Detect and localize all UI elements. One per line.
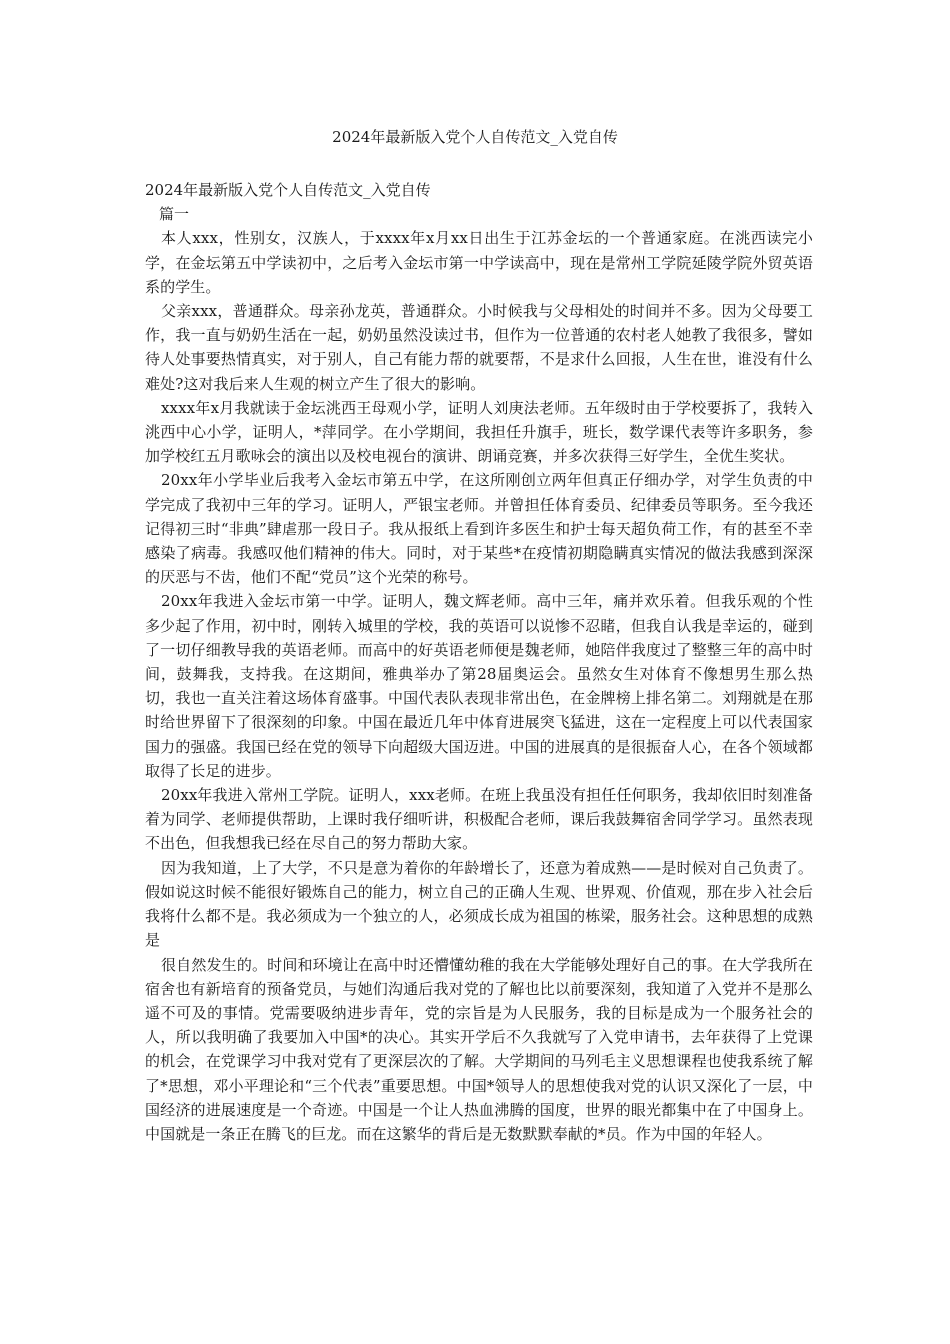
- paragraph: 20xx年小学毕业后我考入金坛市第五中学，在这所刚创立两年但真正仔细办学，对学生负责的中学完成了我初中三年的学习。证明人，严银宝老师。并曾担任体育委员、纪律委员等职务。至今我还记得初三时“非典”肆虐那一段日子。我从报纸上看到许多医生和护士每天超负荷工作，有的甚至不幸感染了病毒。我感叹他们精神的伟大。同时，对于某些*在疫情初期隐瞒真实情况的做法我感到深深的厌恶与不齿，他们不配“党员”这个光荣的称号。: [145, 471, 813, 587]
- document-subtitle: 2024年最新版入党个人自传范文_入党自传: [145, 181, 431, 199]
- page-title: 2024年最新版入党个人自传范文_入党自传: [332, 128, 618, 146]
- paragraph: 很自然发生的。时间和环境让在高中时还懵懂幼稚的我在大学能够处理好自己的事。在大学我所在宿舍也有新培育的预备党员，与她们沟通后我对党的了解也比以前要深刻，我知道了入党并不是那么遥不可及的事情。党需要吸纳进步青年，党的宗旨是为人民服务，我的目标是成为一个服务社会的人，所以我明确了我要加入中国*的决心。其实开学后不久我就写了入党申请书，去年获得了上党课的机会，在党课学习中我对党有了更深层次的了解。大学期间的马列毛主义思想课程也使我系统了解了*思想，邓小平理论和“三个代表”重要思想。中国*领导人的思想使我对党的认识又深化了一层，中国经济的进展速度是一个奇迹。中国是一个让人热血沸腾的国度，世界的眼光都集中在了中国身上。中国就是一条正在腾飞的巨龙。而在这繁华的背后是无数默默奉献的*员。作为中国的年轻人。: [145, 955, 813, 1143]
- paragraph: 20xx年我进入常州工学院。证明人，xxx老师。在班上我虽没有担任任何职务，我却依旧时刻准备着为同学、老师提供帮助，上课时我仔细听讲，积极配合老师，课后我鼓舞宿舍同学学习。虽然表现不出色，但我想我已经在尽自己的努力帮助大家。: [145, 786, 813, 853]
- paragraph: 20xx年我进入金坛市第一中学。证明人，魏文辉老师。高中三年，痛并欢乐着。但我乐观的个性多少起了作用，初中时，刚转入城里的学校，我的英语可以说惨不忍睹，但我自认我是幸运的，碰到了一切仔细教导我的英语老师。而高中的好英语老师便是魏老师，她陪伴我度过了整整三年的高中时间，鼓舞我，支持我。在这期间，雅典举办了第28届奥运会。虽然女生对体育不像想男生那么热切，我也一直关注着这场体育盛事。中国代表队表现非常出色，在金牌榜上排名第二。刘翔就是在那时给世界留下了很深刻的印象。中国在最近几年中体育进展突飞猛进，这在一定程度上可以代表国家国力的强盛。我国已经在党的领导下向超级大国迈进。中国的进展真的是很振奋人心，在各个领域都取得了长足的进步。: [145, 592, 813, 780]
- paragraph: 本人xxx，性别女，汉族人，于xxxx年x月xx日出生于江苏金坛的一个普通家庭。在洮西读完小学，在金坛第五中学读初中，之后考入金坛市第一中学读高中，现在是常州工学院延陵学院外贸英语系的学生。: [145, 229, 813, 296]
- section-label: 篇一: [159, 205, 190, 224]
- paragraph: 因为我知道，上了大学，不只是意为着你的年龄增长了，还意为着成熟——是时候对自己负责了。假如说这时候不能很好锻炼自己的能力，树立自己的正确人生观、世界观、价值观，那在步入社会后我将什么都不是。我必须成为一个独立的人，必须成长成为祖国的栋梁，服务社会。这种思想的成熟是: [145, 858, 813, 950]
- paragraph: 父亲xxx，普通群众。母亲孙龙英，普通群众。小时候我与父母相处的时间并不多。因为父母要工作，我一直与奶奶生活在一起，奶奶虽然没读过书，但作为一位普通的农村老人她教了我很多，譬如待人处事要热情真实，对于别人，自己有能力帮的就要帮，不是求什么回报，人生在世，谁没有什么难处?这对我后来人生观的树立产生了很大的影响。: [145, 302, 813, 393]
- paragraph: xxxx年x月我就读于金坛洮西王母观小学，证明人刘庚法老师。五年级时由于学校要拆了，我转入洮西中心小学，证明人，*萍同学。在小学期间，我担任升旗手，班长，数学课代表等许多职务，参加学校红五月歌咏会的演出以及校电视台的演讲、朗诵竞赛，并多次获得三好学生，全优生奖状。: [145, 398, 813, 466]
- document-body: [145, 178, 813, 1146]
